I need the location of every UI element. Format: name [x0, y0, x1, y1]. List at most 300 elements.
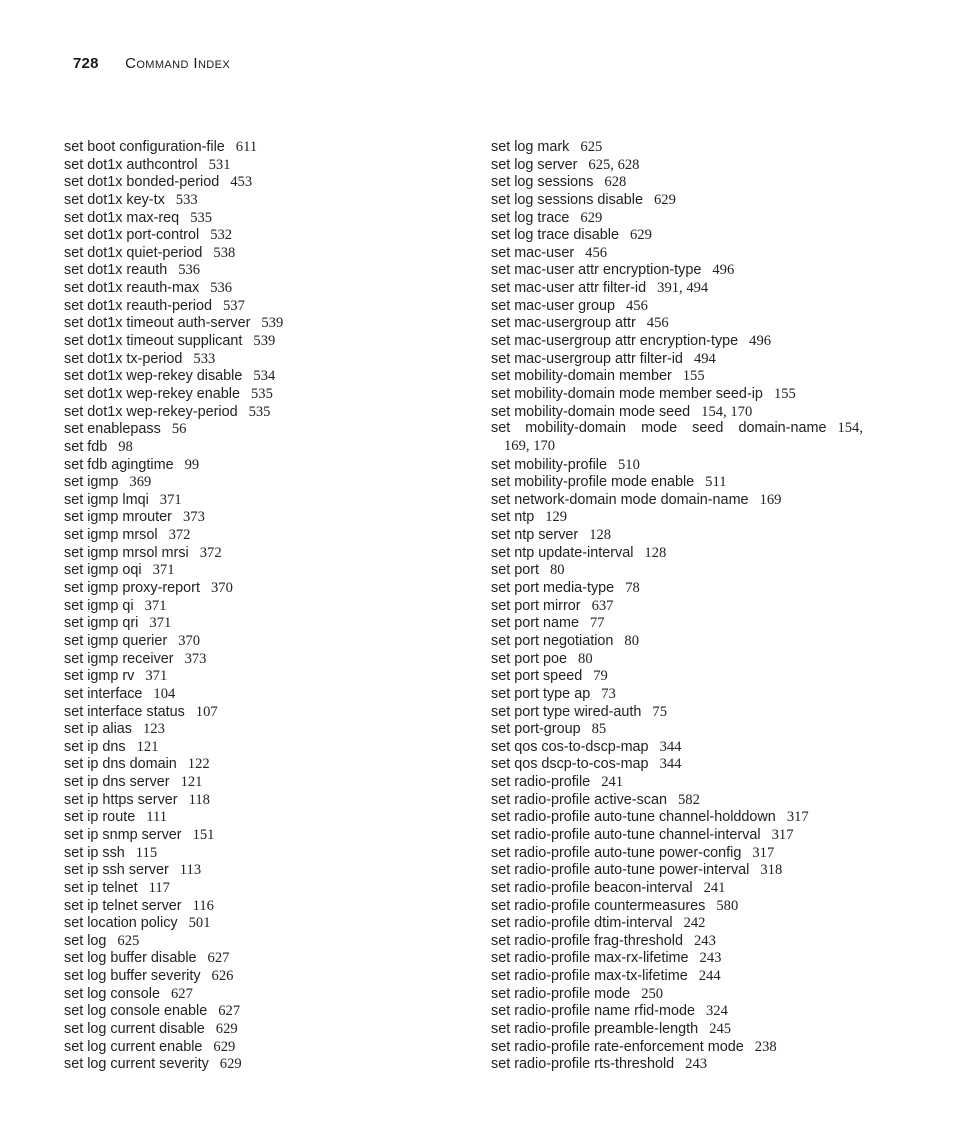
index-entry [491, 367, 863, 385]
index-term: set mobility-domain mode seed domain-name [491, 420, 827, 437]
index-term: set interface [64, 685, 143, 702]
index-term: set port-group [491, 721, 581, 738]
index-entry [64, 1020, 464, 1038]
index-page-refs: 151 [192, 826, 215, 843]
index-entry [64, 314, 464, 332]
index-entry [64, 385, 464, 403]
index-entry [64, 244, 464, 262]
index-page-refs: 344 [659, 738, 682, 755]
index-term: set radio-profile auto-tune power-interval [491, 862, 750, 879]
index-entry [64, 650, 464, 668]
index-entry [64, 209, 464, 227]
index-page-refs: 154, [837, 420, 863, 437]
index-page-refs: 107 [195, 703, 218, 720]
index-term: set radio-profile name rfid-mode [491, 1003, 695, 1020]
index-entry [64, 438, 464, 456]
index-entry [64, 897, 464, 915]
index-page-refs: 582 [677, 791, 700, 808]
index-entry [491, 826, 863, 844]
index-page-refs: 118 [188, 791, 210, 808]
index-entry [64, 156, 464, 174]
index-page-refs: 129 [545, 509, 568, 526]
index-term: set igmp lmqi [64, 491, 149, 508]
index-page-refs: 456 [585, 244, 608, 261]
index-term: set mobility-domain member [491, 368, 672, 385]
index-page-refs: 121 [136, 738, 159, 755]
index-page-refs: 533 [175, 191, 198, 208]
index-entry [491, 561, 863, 579]
index-entry [64, 367, 464, 385]
index-term: set log trace [491, 209, 570, 226]
page-header [73, 55, 230, 73]
index-term: set dot1x port-control [64, 227, 200, 244]
index-entry [491, 491, 863, 509]
index-entry [64, 949, 464, 967]
index-page-refs: 121 [180, 774, 203, 791]
index-term: set dot1x wep-rekey disable [64, 368, 243, 385]
index-term: set igmp querier [64, 632, 168, 649]
index-term: set port type ap [491, 685, 591, 702]
index-page-refs: 372 [199, 544, 222, 561]
index-entry [491, 614, 863, 632]
index-page-refs: 169 [759, 491, 782, 508]
index-entry [64, 861, 464, 879]
index-term: set interface status [64, 703, 185, 720]
index-entry [491, 932, 863, 950]
index-entry [64, 844, 464, 862]
index-term: set qos dscp-to-cos-map [491, 756, 649, 773]
index-page-refs: 534 [253, 368, 276, 385]
index-page-refs: 625, 628 [588, 156, 640, 173]
index-page-refs: 373 [182, 509, 205, 526]
index-page-refs: 531 [208, 156, 231, 173]
index-page-refs: 625 [117, 932, 140, 949]
index-term: set log console enable [64, 1003, 208, 1020]
index-entry [491, 456, 863, 474]
index-page-refs: 317 [786, 809, 809, 826]
index-page-refs: 344 [659, 756, 682, 773]
index-page-refs: 111 [146, 809, 168, 826]
index-term: set port mirror [491, 597, 581, 614]
index-entry [64, 579, 464, 597]
index-entry [64, 597, 464, 615]
index-term: set log trace disable [491, 227, 619, 244]
index-term: set log mark [491, 139, 570, 155]
index-page-refs: 238 [754, 1038, 777, 1055]
index-entry [491, 226, 863, 244]
index-page-refs: 511 [705, 474, 727, 491]
index-page-refs: 626 [211, 968, 234, 985]
index-page-refs: 80 [578, 650, 593, 667]
index-page-refs: 629 [630, 227, 652, 244]
index-entry [64, 138, 464, 156]
index-term: set radio-profile mode [491, 985, 631, 1002]
index-entry [491, 332, 863, 350]
index-page-refs: 243 [693, 932, 716, 949]
index-page-refs: 241 [703, 879, 726, 896]
index-entry [64, 544, 464, 562]
index-term: set igmp receiver [64, 650, 174, 667]
index-page-refs: 122 [187, 756, 210, 773]
index-entry [491, 138, 863, 156]
index-term: set dot1x tx-period [64, 350, 183, 367]
index-entry [64, 561, 464, 579]
index-entry [64, 526, 464, 544]
index-term: set fdb [64, 438, 108, 455]
index-entry [491, 244, 863, 262]
index-term: set ip dns [64, 738, 126, 755]
index-page-refs: 370 [178, 632, 201, 649]
index-term: set ntp server [491, 527, 579, 544]
index-term: set dot1x wep-rekey enable [64, 385, 240, 402]
index-entry [491, 808, 863, 826]
index-page-refs: 128 [589, 527, 612, 544]
index-page-refs: 80 [550, 562, 565, 579]
index-term: set mobility-domain mode member seed-ip [491, 385, 763, 402]
index-term: set igmp mrsol [64, 527, 158, 544]
index-page-refs: 99 [184, 456, 200, 473]
index-entry [491, 1038, 863, 1056]
index-term: set port type wired-auth [491, 703, 642, 720]
index-entry [491, 755, 863, 773]
index-term: set dot1x bonded-period [64, 174, 220, 191]
index-term: set radio-profile auto-tune channel-holddown [491, 809, 776, 826]
index-page-refs: 625 [580, 139, 603, 155]
index-term: set log buffer severity [64, 968, 201, 985]
index-term: set radio-profile preamble-length [491, 1021, 699, 1038]
index-entry [491, 844, 863, 862]
index-entry [491, 403, 863, 421]
index-page-refs: 629 [654, 191, 676, 208]
index-entry [64, 279, 464, 297]
index-page-refs: 580 [716, 897, 739, 914]
index-entry [491, 526, 863, 544]
index-entry [491, 685, 863, 703]
index-term: set mac-usergroup attr encryption-type [491, 333, 739, 350]
index-term: set radio-profile max-tx-lifetime [491, 968, 688, 985]
index-term: set port speed [491, 668, 583, 685]
index-entry [491, 897, 863, 915]
index-entry [491, 191, 863, 209]
index-entry [64, 879, 464, 897]
index-term: set radio-profile frag-threshold [491, 932, 683, 949]
index-page-refs: 369 [129, 474, 152, 491]
index-term: set port [491, 562, 539, 579]
index-page-refs: 637 [591, 597, 614, 614]
index-term: set mac-usergroup attr filter-id [491, 350, 683, 367]
index-entry [491, 420, 863, 455]
index-term: set mac-user group [491, 297, 615, 314]
index-term: set igmp [64, 474, 119, 491]
index-column-right [491, 138, 863, 1073]
index-entry [64, 932, 464, 950]
index-entry [64, 297, 464, 315]
index-page-refs: 371 [144, 597, 167, 614]
index-term: set dot1x quiet-period [64, 244, 203, 261]
index-page-refs: 371 [152, 562, 175, 579]
index-page-refs: 494 [693, 350, 716, 367]
index-term: set boot configuration-file [64, 139, 225, 155]
index-page-refs: 501 [188, 915, 211, 932]
index-term: set log current enable [64, 1038, 203, 1055]
index-page-refs: 154, 170 [701, 403, 753, 420]
index-entry [64, 508, 464, 526]
index-term: set mac-user attr encryption-type [491, 262, 702, 279]
index-term: set radio-profile beacon-interval [491, 879, 693, 896]
index-entry [64, 332, 464, 350]
index-term: set ip telnet [64, 879, 138, 896]
index-entry [491, 156, 863, 174]
index-entry [64, 403, 464, 421]
index-page-refs: 373 [184, 650, 207, 667]
index-entry [64, 985, 464, 1003]
index-term: set radio-profile rate-enforcement mode [491, 1038, 744, 1055]
index-term: set ip telnet server [64, 897, 182, 914]
index-page-refs: 75 [652, 703, 667, 720]
index-term: set radio-profile [491, 774, 591, 791]
index-page-refs: 372 [168, 527, 191, 544]
index-page-refs: 318 [760, 862, 783, 879]
index-page-refs: 456 [625, 297, 648, 314]
index-page-refs: 317 [771, 827, 794, 843]
index-entry [64, 826, 464, 844]
index-term: set radio-profile auto-tune power-config [491, 844, 742, 861]
index-entry [491, 703, 863, 721]
index-page-refs: 627 [218, 1003, 241, 1020]
index-page-refs: 535 [251, 385, 273, 402]
index-term: set ntp [491, 509, 535, 526]
index-entry [64, 1002, 464, 1020]
index-term: set ip dns domain [64, 756, 177, 773]
index-page-refs: 98 [118, 438, 133, 455]
index-entry [64, 632, 464, 650]
index-entry [491, 508, 863, 526]
index-term: set ip route [64, 809, 136, 826]
index-page-refs: 627 [207, 950, 230, 967]
index-term: set mac-usergroup attr [491, 315, 636, 332]
index-entry [491, 879, 863, 897]
index-page-refs: 535 [190, 209, 213, 226]
index-page-refs: 539 [253, 333, 276, 350]
index-term: set port negotiation [491, 632, 614, 649]
index-term: set log buffer disable [64, 950, 197, 967]
index-term: set igmp oqi [64, 562, 142, 579]
index-term: set ip alias [64, 721, 132, 738]
index-term: set network-domain mode domain-name [491, 491, 749, 508]
index-term: set dot1x reauth-max [64, 280, 200, 297]
index-page-refs: 324 [705, 1003, 728, 1020]
index-page-refs: 73 [601, 685, 616, 702]
index-entry [64, 738, 464, 756]
index-entry [64, 420, 464, 438]
index-entry [491, 579, 863, 597]
index-entry [64, 350, 464, 368]
index-page-refs: 510 [617, 456, 640, 473]
index-page-refs: 539 [261, 315, 284, 332]
index-entry [64, 261, 464, 279]
index-page-refs: 116 [192, 897, 214, 914]
index-entry [491, 667, 863, 685]
index-term: set log [64, 932, 107, 949]
index-term: set radio-profile dtim-interval [491, 915, 673, 932]
index-term: set log sessions disable [491, 191, 643, 208]
index-entry [491, 297, 863, 315]
index-page-refs: 627 [171, 985, 193, 1002]
index-page-refs: 243 [685, 1056, 708, 1073]
section-title: Command Index [125, 55, 231, 72]
index-entry [491, 385, 863, 403]
index-entry [64, 1055, 464, 1073]
index-entry [64, 173, 464, 191]
index-page-refs: 104 [153, 685, 176, 702]
index-entry [491, 967, 863, 985]
index-term: set dot1x reauth [64, 262, 168, 279]
index-entry [491, 1002, 863, 1020]
index-entry [491, 261, 863, 279]
index-term: set radio-profile countermeasures [491, 897, 706, 914]
index-page-refs: 629 [580, 209, 603, 226]
index-term: set ip snmp server [64, 826, 182, 843]
index-page-refs: 536 [178, 262, 201, 279]
index-term: set igmp mrouter [64, 509, 172, 526]
page-number: 728 [73, 55, 99, 72]
index-page-refs: 391, 494 [657, 280, 709, 297]
index-entry [64, 773, 464, 791]
index-page-refs: 532 [210, 227, 233, 244]
index-term: set dot1x authcontrol [64, 156, 198, 173]
index-page-refs: 371 [145, 668, 168, 685]
index-term: set ip ssh server [64, 862, 169, 879]
index-column-left [64, 138, 464, 1073]
index-page-refs: 535 [248, 403, 271, 420]
index-entry [64, 685, 464, 703]
index-entry [64, 720, 464, 738]
index-term: set log console [64, 985, 160, 1002]
index-term: set dot1x timeout auth-server [64, 315, 251, 332]
index-entry [64, 191, 464, 209]
index-page-refs: 538 [213, 244, 236, 261]
index-entry [491, 473, 863, 491]
index-entry [491, 720, 863, 738]
index-term: set mobility-profile mode enable [491, 474, 695, 491]
index-entry [64, 473, 464, 491]
index-page-refs: 56 [171, 421, 187, 438]
index-page-refs: 155 [773, 385, 796, 402]
index-entry [64, 614, 464, 632]
index-term: set mac-user [491, 244, 575, 261]
index-term: set dot1x max-req [64, 209, 180, 226]
index-page-refs: 611 [235, 139, 258, 155]
index-term: set mobility-profile [491, 456, 607, 473]
index-term: set dot1x timeout supplicant [64, 333, 243, 350]
index-page-refs: 629 [219, 1056, 242, 1073]
index-entry [491, 279, 863, 297]
index-page-refs: 496 [712, 262, 735, 279]
index-term: set ip https server [64, 791, 178, 808]
index-page-refs: 85 [591, 721, 607, 738]
index-page-refs: 244 [698, 968, 721, 985]
index-entry [491, 350, 863, 368]
index-entry [491, 314, 863, 332]
index-page-refs: 370 [210, 580, 233, 597]
index-page-refs: 243 [699, 950, 722, 967]
index-page-refs: 77 [590, 615, 605, 632]
index-page-refs: 117 [148, 879, 170, 896]
index-entry [491, 985, 863, 1003]
index-term: set log current disable [64, 1021, 205, 1038]
index-entry [491, 914, 863, 932]
index-page-refs: 115 [135, 844, 158, 861]
index-page-refs: 453 [230, 174, 253, 191]
index-page-refs: 78 [625, 580, 640, 597]
index-entry [64, 791, 464, 809]
index-entry [64, 967, 464, 985]
index-page-refs: 113 [179, 862, 202, 879]
index-term: set qos cos-to-dscp-map [491, 738, 649, 755]
index-entry [64, 755, 464, 773]
index-page-refs: 536 [210, 280, 233, 297]
index-entry [491, 861, 863, 879]
index-entry [491, 173, 863, 191]
index-page-refs: 456 [646, 315, 669, 332]
index-page-refs: 371 [149, 615, 172, 632]
index-page-refs: 628 [604, 174, 627, 191]
index-page-refs: 537 [223, 297, 245, 314]
index-page-refs: 371 [159, 491, 182, 508]
index-entry [64, 808, 464, 826]
index-page-refs: 629 [213, 1038, 236, 1055]
index-page-refs: 123 [143, 721, 165, 738]
index-page-refs: 128 [644, 544, 667, 561]
index-page-refs: 80 [624, 632, 639, 649]
index-term: set enablepass [64, 421, 161, 438]
index-term: set radio-profile rts-threshold [491, 1056, 675, 1073]
index-page-refs: 496 [749, 333, 772, 350]
index-entry [491, 738, 863, 756]
index-term: set ntp update-interval [491, 544, 634, 561]
index-term: set port name [491, 615, 579, 632]
index-term: set location policy [64, 915, 178, 932]
index-term: set ip dns server [64, 774, 170, 791]
index-term: set igmp rv [64, 668, 135, 685]
index-term: set ip ssh [64, 844, 125, 861]
index-entry [491, 597, 863, 615]
index-page-refs: 155 [682, 368, 705, 385]
index-entry [64, 456, 464, 474]
index-page-refs: 241 [601, 774, 624, 791]
index-term: set log current severity [64, 1056, 209, 1073]
index-entry [491, 1055, 863, 1073]
index-term: set igmp proxy-report [64, 580, 200, 597]
index-entry [491, 1020, 863, 1038]
index-term: set dot1x reauth-period [64, 297, 212, 314]
index-term: set igmp qri [64, 615, 139, 632]
index-page-refs: 629 [215, 1021, 238, 1038]
index-entry [64, 226, 464, 244]
index-entry [64, 914, 464, 932]
index-entry [491, 773, 863, 791]
index-page-refs: 242 [683, 915, 706, 932]
index-entry [491, 791, 863, 809]
index-page-refs: 79 [593, 668, 608, 685]
index-term: set mobility-domain mode seed [491, 403, 691, 420]
index-entry [491, 949, 863, 967]
index-entry [64, 1038, 464, 1056]
index-page-refs: 245 [709, 1021, 732, 1038]
index-entry [491, 650, 863, 668]
index-term: set igmp mrsol mrsi [64, 544, 189, 561]
index-term: set dot1x key-tx [64, 191, 165, 208]
